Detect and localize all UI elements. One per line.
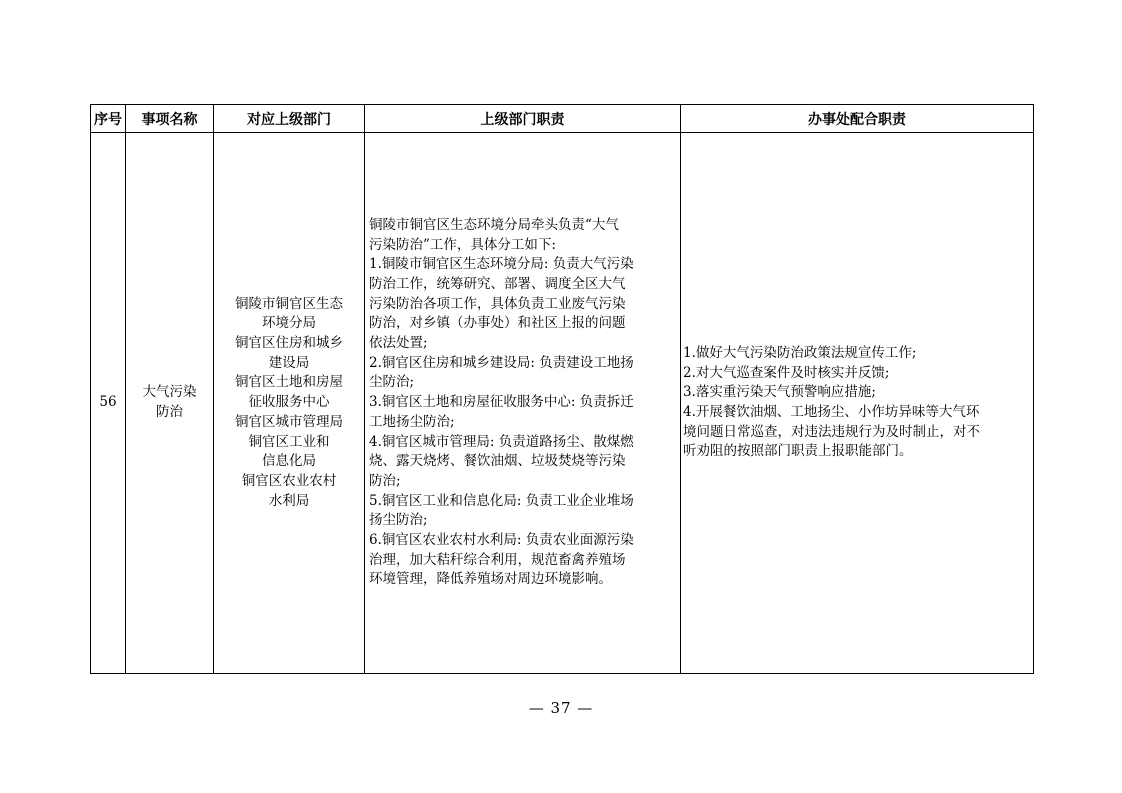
upper-duty-line: 防治，对乡镇（办事处）和社区上报的问题 bbox=[369, 315, 626, 332]
office-duty-line: 境问题日常巡查，对违法违规行为及时制止，对不 bbox=[683, 423, 980, 440]
upper-duty-line: 工地扬尘防治; bbox=[369, 413, 455, 430]
upper-duty-line: 扬尘防治; bbox=[369, 512, 428, 529]
dept-line: 铜官区城市管理局 bbox=[235, 413, 343, 430]
header-office-duty: 办事处配合职责 bbox=[681, 105, 1034, 133]
upper-duty-line: 4.铜官区城市管理局: 负责道路扬尘、散煤燃 bbox=[369, 433, 634, 450]
dept-line: 建设局 bbox=[268, 354, 310, 371]
upper-duty-line: 烧、露天烧烤、餐饮油烟、垃圾焚烧等污染 bbox=[369, 453, 626, 470]
table-header-row bbox=[91, 105, 1034, 133]
upper-duty-line: 依法处置; bbox=[369, 335, 428, 352]
dept-line: 铜官区工业和 bbox=[248, 433, 330, 450]
table-row bbox=[91, 133, 1034, 674]
dept-line: 征收服务中心 bbox=[248, 394, 330, 411]
item-name-line: 大气污染 bbox=[142, 384, 197, 401]
dept-line: 铜官区住房和城乡 bbox=[235, 335, 343, 352]
office-duty-line: 4.开展餐饮油烟、工地扬尘、小作坊异味等大气环 bbox=[683, 404, 980, 420]
cell-item-name bbox=[126, 133, 214, 674]
upper-duty-line: 污染防治”工作，具体分工如下: bbox=[369, 236, 556, 253]
dept-line: 信息化局 bbox=[262, 453, 316, 470]
upper-duty-line: 防治工作，统筹研究、部署、调度全区大气 bbox=[369, 275, 626, 292]
upper-duty-line: 污染防治各项工作，具体负责工业废气污染 bbox=[369, 295, 626, 312]
upper-duty-line: 3.铜官区土地和房屋征收服务中心: 负责拆迁 bbox=[369, 394, 634, 411]
dept-line: 铜官区土地和房屋 bbox=[235, 374, 343, 391]
upper-duty-line: 防治; bbox=[369, 472, 401, 489]
upper-duty-line: 环境管理，降低养殖场对周边环境影响。 bbox=[369, 571, 612, 588]
item-name-line: 防治 bbox=[156, 404, 183, 420]
upper-duty-line: 治理，加大秸秆综合利用，规范畜禽养殖场 bbox=[369, 551, 626, 568]
office-duty-line: 听劝阻的按照部门职责上报职能部门。 bbox=[683, 443, 913, 460]
upper-duty-line: 铜陵市铜官区生态环境分局牵头负责“大气 bbox=[369, 216, 619, 233]
upper-duty-line: 1.铜陵市铜官区生态环境分局: 负责大气污染 bbox=[369, 256, 634, 273]
cell-no: 56 bbox=[91, 133, 126, 674]
upper-duty-line: 5.铜官区工业和信息化局: 负责工业企业堆场 bbox=[369, 492, 634, 509]
upper-duty-line: 6.铜官区农业农村水利局: 负责农业面源污染 bbox=[369, 532, 634, 549]
dept-line: 铜官区农业农村 bbox=[241, 472, 337, 489]
cell-dept bbox=[214, 133, 365, 674]
duty-table bbox=[90, 104, 1034, 674]
dept-line: 铜陵市铜官区生态 bbox=[235, 295, 343, 312]
header-no: 序号 bbox=[91, 105, 126, 133]
upper-duty-line: 2.铜官区住房和城乡建设局: 负责建设工地扬 bbox=[369, 354, 634, 371]
cell-upper-duty bbox=[365, 133, 681, 674]
office-duty-line: 3.落实重污染天气预警响应措施; bbox=[683, 384, 876, 401]
cell-office-duty bbox=[681, 133, 1034, 674]
dept-line: 环境分局 bbox=[262, 315, 316, 332]
header-item-name: 事项名称 bbox=[126, 105, 214, 133]
header-dept: 对应上级部门 bbox=[214, 105, 365, 133]
header-upper-duty: 上级部门职责 bbox=[365, 105, 681, 133]
page-number: — 37 — bbox=[528, 699, 594, 717]
dept-line: 水利局 bbox=[268, 492, 310, 509]
office-duty-line: 1.做好大气污染防治政策法规宣传工作; bbox=[683, 344, 917, 361]
upper-duty-line: 尘防治; bbox=[369, 374, 415, 391]
office-duty-line: 2.对大气巡查案件及时核实并反馈; bbox=[683, 364, 890, 381]
